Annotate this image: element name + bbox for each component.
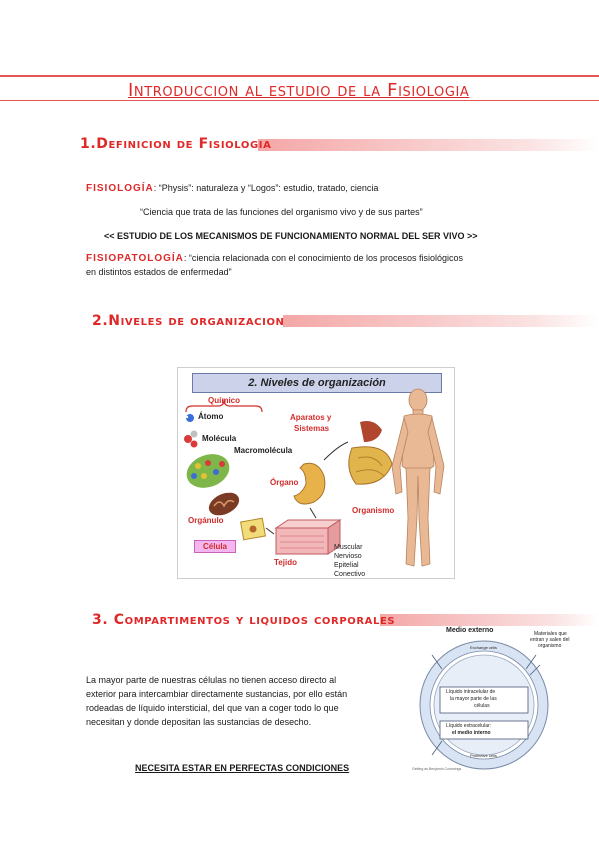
levels-figure-title: 2. Niveles de organización bbox=[248, 377, 386, 389]
cell-icon bbox=[241, 518, 266, 540]
molecule-icon bbox=[184, 431, 198, 448]
section-2-bar bbox=[283, 315, 599, 327]
top-rule bbox=[0, 75, 599, 77]
diag-medio-interno: el medio interno bbox=[452, 730, 491, 736]
diag-intracelular-3: células bbox=[474, 703, 490, 709]
diag-materiales-2: entran y salen del bbox=[530, 637, 570, 643]
diag-medio-externo: Medio externo bbox=[446, 627, 494, 634]
term-fisiologia: FISIOLOGÍA bbox=[86, 183, 154, 194]
emphasis-underline: NECESITA ESTAR EN PERFECTAS CONDICIONES bbox=[135, 763, 350, 773]
atom-icon bbox=[186, 414, 194, 422]
diag-materiales-1: Materiales que bbox=[534, 631, 567, 637]
compartments-diagram bbox=[412, 625, 588, 775]
section-2-heading: 2.Niveles de organizacion bbox=[92, 313, 285, 329]
label-tejido: Tejido bbox=[274, 558, 297, 567]
human-body-icon bbox=[392, 389, 444, 566]
def-fisiologia bbox=[86, 181, 378, 196]
diag-extracelular: Líquido extracelular: bbox=[446, 723, 492, 729]
label-organulo: Orgánulo bbox=[188, 516, 224, 525]
label-molecula: Molécula bbox=[202, 434, 237, 443]
label-celula: Célula bbox=[194, 540, 236, 553]
digestive-system-icon bbox=[349, 421, 392, 484]
section-3-heading: 3. Compartimentos y liquidos corporales bbox=[92, 612, 396, 628]
label-sistemas: Sistemas bbox=[294, 424, 330, 433]
label-organismo: Organismo bbox=[352, 506, 395, 515]
levels-figure bbox=[177, 367, 455, 579]
para-line-2: exterior para intercambiar directamente sustancias, por ello están bbox=[86, 689, 348, 699]
page-title: Introduccion al estudio de la Fisiologia bbox=[128, 80, 470, 101]
diag-intracelular-1: Líquido intracelular de bbox=[446, 689, 496, 695]
label-aparatos: Aparatos y bbox=[290, 413, 332, 422]
diag-exchange: Exchange cells bbox=[470, 645, 497, 650]
section-1-heading: 1.Definicion de Fisiologia bbox=[80, 136, 272, 152]
def-fisiopatologia bbox=[86, 251, 463, 266]
label-epitelial: Epitelial bbox=[334, 562, 359, 569]
term-fisiologia-text: : “Physis”: naturaleza y “Logos”: estudio, tratado, ciencia bbox=[153, 183, 379, 193]
label-atomo: Átomo bbox=[198, 412, 224, 421]
macromolecule-icon bbox=[182, 448, 234, 493]
label-organo: Órgano bbox=[270, 478, 299, 487]
label-nervioso: Nervioso bbox=[334, 553, 362, 560]
label-macromolecula: Macromolécula bbox=[234, 446, 293, 455]
label-muscular: Muscular bbox=[334, 544, 363, 551]
term-fisiopatologia-text: : “ciencia relacionada con el conocimiento de los procesos fisiológicos bbox=[183, 253, 464, 263]
stomach-icon bbox=[294, 463, 325, 504]
label-conectivo: Conectivo bbox=[334, 571, 366, 578]
diag-protective: Protective cells bbox=[470, 753, 497, 758]
label-quimico: Químico bbox=[208, 396, 241, 405]
def-quote: “Ciencia que trata de las funciones del organismo vivo y de sus partes” bbox=[140, 207, 423, 217]
section-1-bar bbox=[258, 139, 599, 151]
para-line-1: La mayor parte de nuestras células no tienen acceso directo al bbox=[86, 675, 337, 685]
def-fisiopatologia-line2: en distintos estados de enfermedad” bbox=[86, 267, 232, 277]
term-fisiopatologia: FISIOPATOLOGÍA bbox=[86, 253, 184, 264]
para-line-3: rodeadas de líquido intersticial, del que van a coger todo lo que bbox=[86, 703, 339, 713]
diag-intracelular-2: la mayor parte de las bbox=[450, 696, 497, 702]
para-line-4: necesitan y donde depositan las sustancias de desecho. bbox=[86, 717, 312, 727]
diag-materiales-3: organismo bbox=[538, 643, 562, 649]
def-bold-line: << ESTUDIO DE LOS MECANISMOS DE FUNCIONAMIENTO NORMAL DEL SER VIVO >> bbox=[104, 231, 478, 241]
diag-credit: Getting as Benjamin Cummings bbox=[412, 767, 462, 771]
tissue-icon bbox=[276, 520, 340, 554]
compartments-diagram-art bbox=[412, 625, 588, 775]
